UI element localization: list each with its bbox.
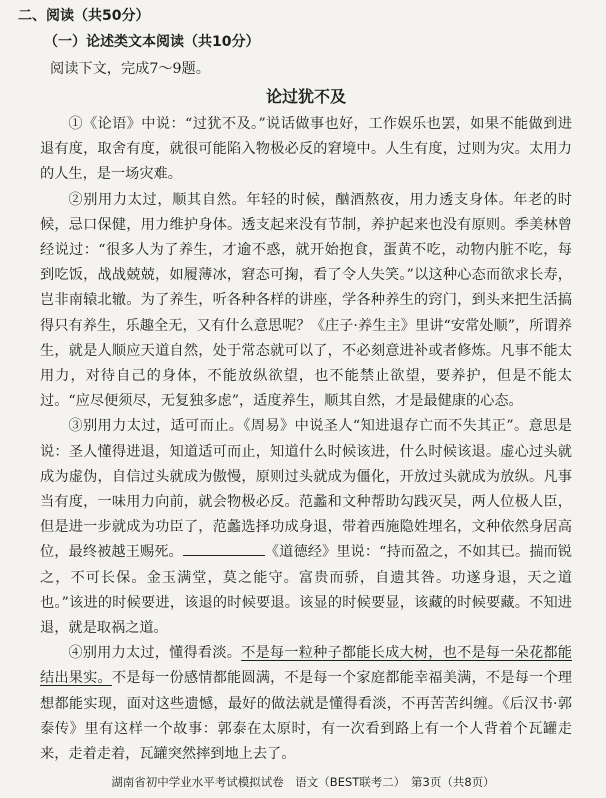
section-heading: 二、阅读（共50分） [18, 8, 150, 24]
paragraph-3 [40, 414, 572, 641]
underlined-sentence: 不是每一粒种子都能长成大树，也不是每一朵花都能结出果实。 [40, 645, 572, 687]
paragraph-4-rest: 不是每一份感情都能圆满，不是每一个家庭都能幸福美满，不是每一个理想都能实现，面对这些遗憾，最好的做法就是懂得看淡，不再苦苦纠缠。《后汉书·郭泰传》里有这样一个故事：郭泰在太原时，有一次看到路上有一个人背着个瓦罐走来，走着走着，瓦罐突然摔到地上去了。 [40, 670, 572, 763]
paragraph-3-cont: 《道德经》里说：“持而盈之，不如其已。揣而锐之，不可长保。金玉满堂，莫之能守。富贵而骄，自遗其咎。功遂身退，天之道也。”该进的时候要进，该退的时候要退。该显的时候要显，该藏的时候要藏。不知进退，就是取祸之道。 [40, 544, 572, 637]
paragraph-4 [40, 641, 572, 767]
essay-title: 论过犹不及 [265, 87, 346, 106]
page-footer: 湖南省初中学业水平考试模拟试卷 语文（BEST联考二） 第3页（共8页） [111, 775, 495, 789]
instruction-text: 阅读下文，完成7～9题。 [50, 61, 210, 77]
paragraph-4-lead: ④别用力太过，懂得看淡。 [68, 645, 242, 662]
paragraph-2: ②别用力太过，顺其自然。年轻的时候，酗酒熬夜，用力透支身体。年老的时候，忌口保健，用力维护身体。透支起来没有节制，养护起来也没有原则。季美林曾经说过：“很多人为了养生，才逾不惑，就开始抱食，蛋黄不吃，动物内脏不吃，每到吃饭，战战兢兢，如履薄冰，窘态可掬，看了令人失笑。”以这种心态而欲求长寿，岂非南辕北辙。为了养生，听各种各样的讲座，学各种养生的窍门，到头来把生活搞得只有养生，乐趣全无，又有什么意思呢？《庄子·养生主》里讲“安常处顺”，所谓养生，就是人顺应天道自然，处于常态就可以了，不必刻意进补或者修炼。凡事不能太用力，对待自己的身体，不能放纵欲望，也不能禁止欲望，要养护，但是不能太过。“应尽便须尽，无复独多虑”，适度养生，顺其自然，才是最健康的心态。 [40, 191, 572, 410]
paragraph-3-text: ③别用力太过，适可而止。《周易》中说圣人“知进退存亡而不失其正”。意思是说：圣人懂得进退，知道适可而止，知道什么时候该进，什么时候该退。虚心过头就成为虚伪，自信过头就成为傲慢，原则过头就成为僵化，开放过头就成为放纵。凡事当有度，一味用力向前，就会物极必反。范蠡和文种帮助勾践灭吴，两人位极人臣，但是进一步就成为功臣了，范蠡选择功成身退，带着西施隐姓埋名，文种依然身居高位，最终被越王赐死。 [40, 418, 572, 561]
answer-blank[interactable] [183, 542, 265, 556]
paragraph-1: ①《论语》中说：“过犹不及。”说话做事也好，工作娱乐也罢，如果不能做到进退有度，取舍有度，就很可能陷入物极必反的窘境中。人生有度，过则为灾。太用力的人生，是一场灾难。 [40, 116, 572, 183]
subsection-heading: （一）论述类文本阅读（共10分） [44, 34, 260, 50]
